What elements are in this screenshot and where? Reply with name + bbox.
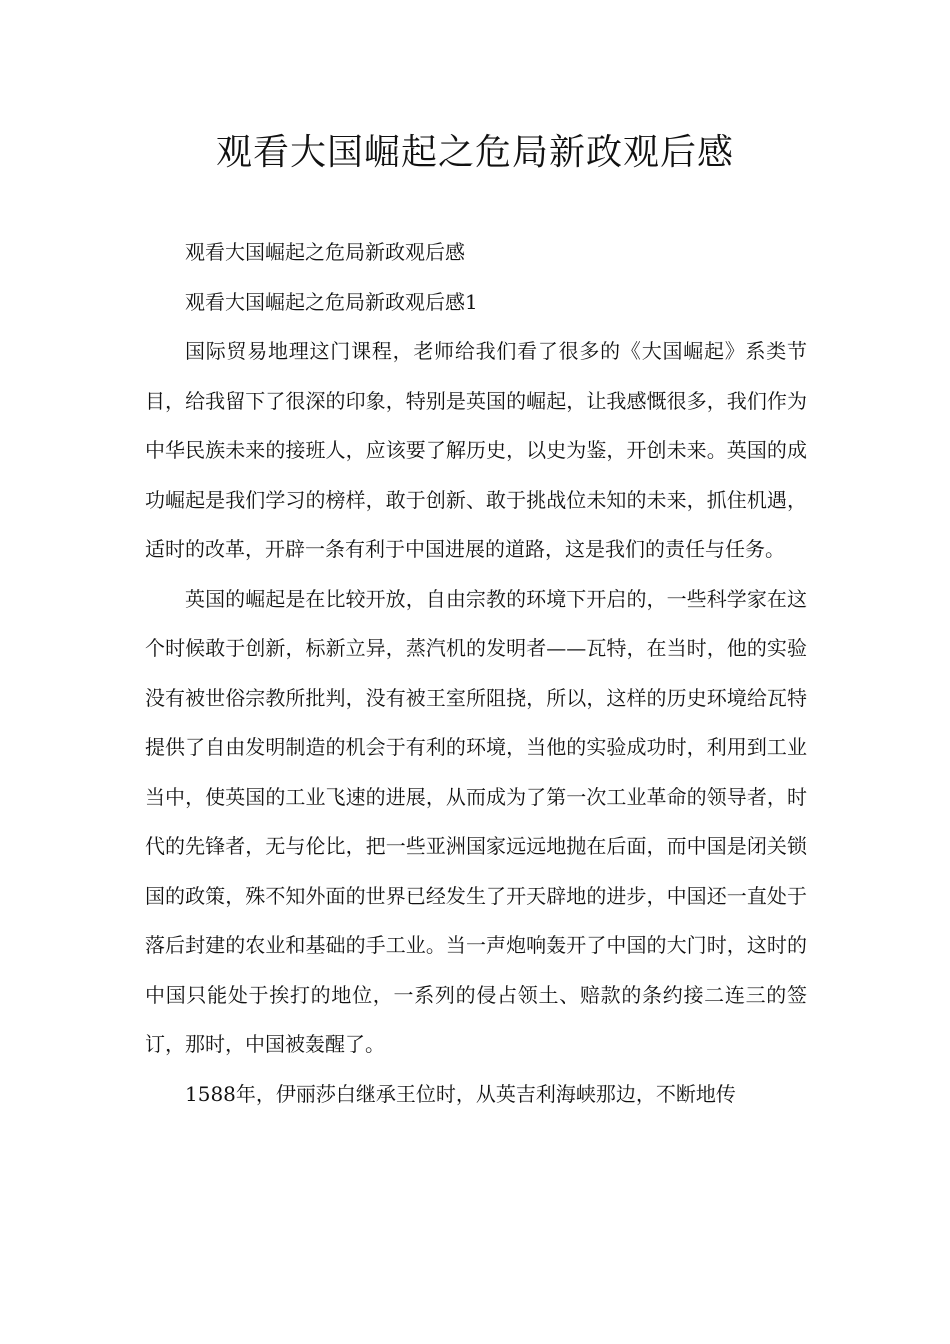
subtitle-paragraph: 观看大国崛起之危局新政观后感 [185, 240, 465, 264]
document-title: 观看大国崛起之危局新政观后感 [215, 132, 734, 173]
body-paragraph-1: 国际贸易地理这门课程，老师给我们看了很多的《大国崛起》系类节目，给我留下了很深的印象，特别是英国的崛起，让我感慨很多，我们作为中华民族未来的接班人，应该要了解历史，以史为鉴，开创未来。英国的成功崛起是我们学习的榜样，敢于创新、敢于挑战位未知的未来，抓住机遇，适时的改革，开辟一条有利于中国进展的道路，这是我们的责任与任务。 [145, 339, 807, 561]
document-body [145, 228, 807, 1119]
section-heading-paragraph: 观看大国崛起之危局新政观后感1 [185, 289, 478, 314]
body-paragraph-2: 英国的崛起是在比较开放，自由宗教的环境下开启的，一些科学家在这个时候敢于创新，标新立异，蒸汽机的发明者——瓦特，在当时，他的实验没有被世俗宗教所批判，没有被王室所阻挠，所以，这样的历史环境给瓦特提供了自由发明制造的机会于有利的环境，当他的实验成功时，利用到工业当中，使英国的工业飞速的进展，从而成为了第一次工业革命的领导者，时代的先锋者，无与伦比，把一些亚洲国家远远地抛在后面，而中国是闭关锁国的政策，殊不知外面的世界已经发生了开天辟地的进步，中国还一直处于落后封建的农业和基础的手工业。当一声炮响轰开了中国的大门时，这时的中国只能处于挨打的地位，一系列的侵占领土、赔款的条约接二连三的签订，那时，中国被轰醒了。 [145, 586, 807, 1056]
body-paragraph-3: 1588年，伊丽莎白继承王位时，从英吉利海峡那边，不断地传 [185, 1081, 736, 1106]
